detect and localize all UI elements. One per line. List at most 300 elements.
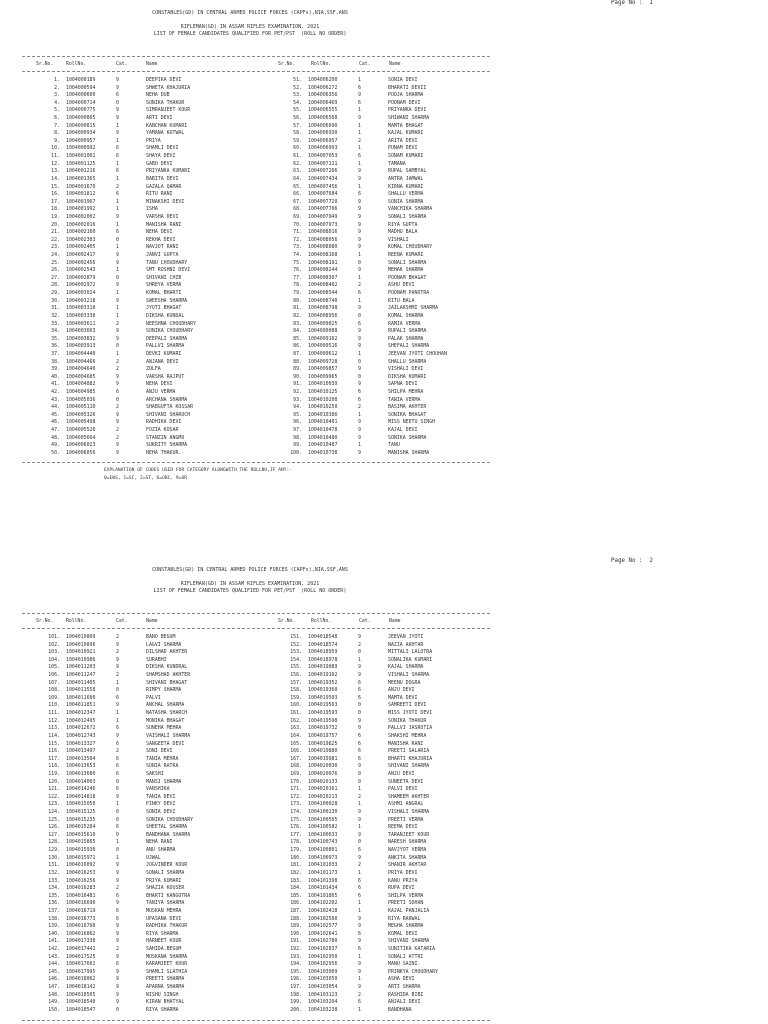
category-code: 1: [116, 312, 119, 319]
roll-number: 1004014003: [66, 778, 96, 785]
serial-number: 63.: [293, 168, 302, 175]
category-code: 9: [116, 732, 119, 739]
serial-number: 135.: [48, 892, 60, 899]
category-code: 6: [116, 168, 119, 175]
category-code: 9: [358, 984, 361, 991]
candidate-name: SONIKA CHOUDHARY: [146, 328, 194, 335]
candidate-name: MAMTA BHAGAT: [388, 122, 424, 129]
serial-number: 57.: [293, 122, 302, 129]
candidate-name: MONIKA BHAGAT: [146, 717, 185, 724]
candidate-name: PRIYANKA DEVI: [388, 107, 427, 114]
candidate-name: KANU PRIYA: [388, 877, 418, 884]
candidate-name: MEHAK SHARMA: [388, 267, 424, 274]
serial-number: 134.: [48, 885, 60, 892]
candidate-name: DEVKI KUMARI: [146, 350, 182, 357]
serial-number: 76.: [293, 267, 302, 274]
candidate-name: SONIA DEVI: [388, 77, 418, 83]
serial-number: 46.: [51, 419, 60, 426]
category-code: 9: [116, 656, 119, 663]
column-header-rollno: RollNo.: [66, 62, 87, 67]
category-code: 2: [116, 427, 119, 434]
serial-number: 59.: [293, 137, 302, 144]
category-code: 9: [116, 877, 119, 884]
candidate-name: NEHA DUB: [146, 92, 170, 99]
category-code: 6: [358, 99, 361, 106]
serial-number: 154.: [290, 656, 302, 663]
roll-number: 1004017525: [66, 953, 96, 960]
divider: [22, 1020, 490, 1021]
roll-number: 1004017441: [66, 945, 96, 952]
roll-number: 1004018978: [308, 656, 338, 663]
roll-number: 1004017995: [66, 968, 96, 975]
column-header-name: Name: [146, 619, 158, 624]
serial-number: 22.: [51, 236, 60, 243]
roll-number: 1004001812: [66, 191, 96, 198]
candidate-name: SUNEHA MEHRA: [146, 725, 182, 732]
candidate-name: POONAM PANOTRA: [388, 290, 430, 297]
candidate-name: RIYA SHARMA: [146, 930, 179, 937]
candidate-name: PALLVI SHARMA: [146, 343, 185, 350]
candidate-name: SONIKA BHAGAT: [388, 411, 427, 418]
roll-number: 1004012347: [66, 710, 96, 717]
roll-number: 1004003913: [66, 343, 96, 350]
serial-number: 142.: [48, 945, 60, 952]
serial-number: 33.: [51, 320, 60, 327]
serial-number: 98.: [293, 434, 302, 441]
category-code: 1: [358, 122, 361, 129]
category-code: 9: [116, 115, 119, 122]
roll-number: 1004016092: [66, 862, 96, 869]
roll-number: 1004019593: [308, 710, 338, 717]
serial-number: 188.: [290, 915, 302, 922]
roll-number: 1004019503: [308, 694, 338, 701]
candidate-name: ARCHANA SHARMA: [146, 396, 188, 403]
category-code: 1: [358, 77, 361, 83]
category-code: 9: [358, 244, 361, 251]
column-header-category: Cat.: [116, 62, 128, 67]
roll-number: 1004101033: [308, 862, 338, 869]
serial-number: 173.: [290, 801, 302, 808]
serial-number: 83.: [293, 320, 302, 327]
category-code: 6: [358, 694, 361, 701]
serial-number: 60.: [293, 145, 302, 152]
candidate-name: PALVI: [146, 694, 161, 701]
roll-number: 1004008244: [308, 267, 338, 274]
serial-number: 194.: [290, 961, 302, 968]
category-code: 9: [358, 175, 361, 182]
roll-number: 1004007973: [308, 221, 338, 228]
candidate-name: BABITA DEVI: [146, 175, 179, 182]
roll-number: 1004014246: [66, 786, 96, 793]
roll-number: 1004015125: [66, 809, 96, 816]
category-code: 9: [116, 411, 119, 418]
roll-number: 1004102641: [308, 930, 338, 937]
category-code: 9: [116, 702, 119, 709]
candidate-name: TARANJEET KOUR: [388, 831, 430, 838]
serial-number: 64.: [293, 175, 302, 182]
category-code: 9: [358, 968, 361, 975]
roll-number: 1004019757: [308, 732, 338, 739]
candidate-name: VANSHIKA: [146, 786, 170, 793]
category-code: 9: [116, 259, 119, 266]
header-line-3: LIST OF FEMALE CANDIDATES QUALIFIED FOR PET/PST (ROLL NO ORDER): [153, 31, 347, 37]
category-code: 9: [116, 930, 119, 937]
serial-number: 165.: [290, 740, 302, 747]
serial-number: 164.: [290, 732, 302, 739]
category-code: 1: [116, 350, 119, 357]
candidate-name: TANIYA SHARMA: [146, 900, 185, 907]
serial-number: 137.: [48, 907, 60, 914]
category-code: 9: [116, 282, 119, 289]
roll-number: 1004017602: [66, 961, 96, 968]
serial-number: 97.: [293, 427, 302, 434]
roll-number: 1004020161: [308, 786, 338, 793]
candidate-name: MUSKAN MEHRA: [146, 907, 182, 914]
roll-number: 1004007766: [308, 206, 338, 213]
candidate-name: KAJAL KUMARI: [388, 130, 424, 137]
serial-number: 139.: [48, 923, 60, 930]
candidate-name: ISHA: [146, 206, 158, 213]
serial-number: 195.: [290, 968, 302, 975]
category-code: 1: [358, 1006, 361, 1013]
serial-number: 180.: [290, 854, 302, 861]
serial-number: 153.: [290, 649, 302, 656]
roll-number: 1004010125: [308, 388, 338, 395]
candidate-name: SONALIKA KUMARI: [388, 656, 433, 663]
serial-number: 7.: [54, 122, 60, 129]
roll-number: 1004013680: [66, 770, 96, 777]
roll-number: 1004008191: [308, 259, 338, 266]
serial-number: 158.: [290, 687, 302, 694]
roll-number: 1004000600: [66, 92, 96, 99]
divider: [22, 628, 490, 629]
category-code: 2: [358, 404, 361, 411]
roll-number: 1004102956: [308, 961, 338, 968]
candidate-name: VAISHALI SHARMA: [146, 732, 191, 739]
candidate-name: SHAZIA KOUSER: [146, 885, 185, 892]
category-code: 9: [358, 343, 361, 350]
candidate-name: SONALI SHARMA: [388, 259, 427, 266]
roll-number: 1004019563: [308, 702, 338, 709]
serial-number: 96.: [293, 419, 302, 426]
category-code: 9: [358, 168, 361, 175]
roll-number: 1004100565: [308, 816, 338, 823]
candidate-name: RAMIA VERMA: [388, 320, 421, 327]
candidate-name: MAMTA DEVI: [388, 694, 418, 701]
serial-number: 140.: [48, 930, 60, 937]
roll-number: 1004002160: [66, 229, 96, 236]
roll-number: 1004000714: [66, 99, 96, 106]
roll-number: 1004005664: [66, 434, 96, 441]
candidate-name: ANKITA SHARMA: [388, 854, 427, 861]
roll-number: 1004006555: [308, 107, 338, 114]
category-code: 9: [116, 107, 119, 114]
roll-number: 1004016256: [66, 877, 96, 884]
candidate-name: RUPA DEVI: [388, 885, 415, 892]
candidate-name: MANSI SHARMA: [146, 778, 182, 785]
roll-number: 1004006056: [66, 449, 96, 456]
roll-number: 1004003024: [66, 290, 96, 297]
roll-number: 1004103204: [308, 999, 338, 1006]
category-code: 2: [116, 945, 119, 952]
candidate-name: SHALLU VERMA: [388, 191, 424, 198]
candidate-name: SHALLU SHARMA: [388, 358, 427, 365]
category-code: 2: [116, 649, 119, 656]
serial-number: 145.: [48, 968, 60, 975]
column-header-rollno: RollNo.: [311, 62, 332, 67]
roll-number: 1004015284: [66, 824, 96, 831]
candidate-name: ANCHAL SHARMA: [146, 702, 185, 709]
category-code: 0: [116, 809, 119, 816]
candidate-name: JYOTI BHAGAT: [146, 305, 182, 312]
candidate-name: MADHU BALA: [388, 229, 418, 236]
category-code: 6: [358, 191, 361, 198]
serial-number: 84.: [293, 328, 302, 335]
serial-number: 8.: [54, 130, 60, 137]
category-code: 1: [358, 786, 361, 793]
serial-number: 184.: [290, 885, 302, 892]
candidate-name: MEENU DOGRA: [388, 679, 421, 686]
roll-number: 1004000992: [66, 145, 96, 152]
candidate-name: VISHALI SHARMA: [388, 672, 430, 679]
category-code: 6: [358, 892, 361, 899]
candidate-name: SONIKA SHARMA: [388, 434, 427, 441]
category-code: 9: [358, 305, 361, 312]
serial-number: 32.: [51, 312, 60, 319]
category-code: 0: [358, 839, 361, 846]
candidate-name: YAMANA KOTWAL: [146, 130, 185, 137]
roll-number: 1004003318: [66, 305, 96, 312]
serial-number: 35.: [51, 335, 60, 342]
roll-number: 1004016798: [66, 923, 96, 930]
roll-number: 1004102202: [308, 900, 338, 907]
serial-number: 132.: [48, 869, 60, 876]
serial-number: 34.: [51, 328, 60, 335]
category-code: 9: [116, 862, 119, 869]
candidate-name: SHIVANI CHIB: [146, 274, 182, 281]
category-code: 0: [116, 274, 119, 281]
candidate-name: RASHIDA BIBI: [388, 991, 424, 998]
roll-number: 1004009162: [308, 335, 338, 342]
category-code: 1: [116, 679, 119, 686]
roll-number: 1004017338: [66, 938, 96, 945]
serial-number: 119.: [48, 770, 60, 777]
column-header-category: Cat.: [359, 619, 371, 624]
serial-number: 141.: [48, 938, 60, 945]
candidate-name: LAGVI SHARMA: [146, 641, 182, 648]
category-code: 0: [358, 373, 361, 380]
serial-number: 47.: [51, 427, 60, 434]
category-code: 2: [116, 320, 119, 327]
serial-number: 127.: [48, 831, 60, 838]
category-code: 2: [358, 862, 361, 869]
serial-number: 28.: [51, 282, 60, 289]
candidate-name: JANVI GUPTA: [146, 252, 179, 259]
category-code: 0: [358, 312, 361, 319]
roll-number: 1004006023: [66, 442, 96, 449]
serial-number: 112.: [48, 717, 60, 724]
serial-number: 71.: [293, 229, 302, 236]
serial-number: 55.: [293, 107, 302, 114]
candidate-name: TANIA VERMA: [388, 396, 421, 403]
roll-number: 1004007949: [308, 213, 338, 220]
category-code: 6: [358, 748, 361, 755]
serial-number: 53.: [293, 92, 302, 99]
category-code: 6: [358, 84, 361, 91]
category-code: 1: [116, 854, 119, 861]
category-code: 1: [358, 656, 361, 663]
serial-number: 1.: [54, 77, 60, 83]
category-code: 2: [358, 282, 361, 289]
roll-number: 1004015971: [66, 854, 96, 861]
category-code: 9: [358, 717, 361, 724]
serial-number: 17.: [51, 198, 60, 205]
candidate-name: REEMA DEVI: [388, 824, 418, 831]
candidate-name: GAZALA QAMAR: [146, 183, 182, 190]
category-code: 6: [116, 770, 119, 777]
roll-number: 1004007434: [308, 175, 338, 182]
category-code: 1: [116, 198, 119, 205]
serial-number: 109.: [48, 694, 60, 701]
category-code: 9: [116, 373, 119, 380]
category-code: 6: [358, 290, 361, 297]
serial-number: 146.: [48, 976, 60, 983]
candidate-name: ANJALI DEVI: [388, 999, 421, 1006]
serial-number: 161.: [290, 710, 302, 717]
roll-number: 1004002016: [66, 221, 96, 228]
serial-number: 94.: [293, 404, 302, 411]
roll-number: 1004018142: [66, 984, 96, 991]
category-code: 6: [358, 847, 361, 854]
roll-number: 1004011680: [66, 694, 96, 701]
serial-number: 169.: [290, 770, 302, 777]
column-header-category: Cat.: [359, 62, 371, 67]
candidate-name: DIKSHA KUNDAL: [146, 312, 185, 319]
roll-number: 1004015930: [66, 847, 96, 854]
roll-number: 1004018547: [66, 1006, 96, 1013]
roll-number: 1004015235: [66, 816, 96, 823]
serial-number: 162.: [290, 717, 302, 724]
category-code: 6: [116, 92, 119, 99]
category-code: 1: [116, 244, 119, 251]
roll-number: 1004010039: [308, 381, 338, 388]
category-code: 0: [358, 770, 361, 777]
roll-number: 1004001967: [66, 198, 96, 205]
candidate-name: PRIYANKA KUMARI: [146, 168, 191, 175]
candidate-name: SHILPA VERMA: [388, 892, 424, 899]
candidate-name: JOGVINDER KOUR: [146, 862, 188, 869]
roll-number: 1004010480: [308, 434, 338, 441]
roll-number: 1004003611: [66, 320, 96, 327]
candidate-name: MISS JYOTI DEVI: [388, 710, 433, 717]
candidate-name: MANISHA RANI: [388, 740, 424, 747]
roll-number: 1004102950: [308, 953, 338, 960]
candidate-name: MANISHA SHARMA: [388, 449, 430, 456]
candidate-name: RADHIKA DEVI: [146, 419, 182, 426]
serial-number: 87.: [293, 350, 302, 357]
serial-number: 123.: [48, 801, 60, 808]
roll-number: 1004019089: [308, 664, 338, 671]
serial-number: 77.: [293, 274, 302, 281]
category-code: 6: [358, 877, 361, 884]
category-code: 9: [116, 900, 119, 907]
candidate-name: KOMAL CHOUDHARY: [388, 244, 433, 251]
roll-number: 1004012672: [66, 725, 96, 732]
roll-number: 1004013327: [66, 740, 96, 747]
category-code: 0: [358, 710, 361, 717]
serial-number: 113.: [48, 725, 60, 732]
roll-number: 1004000594: [66, 84, 96, 91]
serial-number: 176.: [290, 824, 302, 831]
serial-number: 193.: [290, 953, 302, 960]
candidate-name: SHANIR AKHTAR: [388, 862, 427, 869]
roll-number: 1004007720: [308, 198, 338, 205]
roll-number: 1004019360: [308, 687, 338, 694]
category-code: 6: [116, 763, 119, 770]
serial-number: 65.: [293, 183, 302, 190]
candidate-name: SONIA DEVI: [146, 809, 176, 816]
roll-number: 1004009857: [308, 366, 338, 373]
serial-number: 21.: [51, 229, 60, 236]
roll-number: 1004000815: [66, 122, 96, 129]
roll-number: 1004016773: [66, 915, 96, 922]
serial-number: 91.: [293, 381, 302, 388]
category-code: 1: [116, 122, 119, 129]
category-code: 6: [358, 930, 361, 937]
candidate-name: MEGHA SHARMA: [388, 923, 424, 930]
roll-number: 1004103050: [308, 976, 338, 983]
candidate-name: PALLVI JASROTIA: [388, 725, 433, 732]
candidate-name: NEHA DEVI: [146, 229, 173, 236]
roll-number: 1004010809: [66, 634, 96, 640]
roll-number: 1004010401: [308, 419, 338, 426]
roll-number: 1004001002: [66, 153, 96, 160]
roll-number: 1004007053: [308, 153, 338, 160]
category-code: 0: [358, 778, 361, 785]
roll-number: 1004018505: [66, 991, 96, 998]
candidate-name: RITU RANI: [146, 191, 173, 198]
candidate-name: ANJU VERMA: [146, 388, 176, 395]
serial-number: 115.: [48, 740, 60, 747]
roll-number: 1004002972: [66, 282, 96, 289]
category-code: 2: [116, 366, 119, 373]
serial-number: 171.: [290, 786, 302, 793]
serial-number: 40.: [51, 373, 60, 380]
candidate-name: PALAK SHARMA: [388, 335, 424, 342]
candidate-name: SHAMEEM AKHTER: [388, 793, 430, 800]
serial-number: 39.: [51, 366, 60, 373]
roll-number: 1004101398: [308, 877, 338, 884]
candidate-name: MISS NEETU SINGH: [388, 419, 436, 426]
roll-number: 1004019880: [308, 748, 338, 755]
serial-number: 116.: [48, 748, 60, 755]
serial-number: 196.: [290, 976, 302, 983]
serial-number: 131.: [48, 862, 60, 869]
roll-number: 1004003832: [66, 335, 96, 342]
candidate-name: PREETI SALARIA: [388, 748, 430, 755]
serial-number: 3.: [54, 92, 60, 99]
serial-number: 117.: [48, 755, 60, 762]
serial-number: 138.: [48, 915, 60, 922]
serial-number: 152.: [290, 641, 302, 648]
roll-number: 1004018959: [308, 649, 338, 656]
category-code: 1: [358, 107, 361, 114]
category-code: 6: [358, 755, 361, 762]
serial-number: 25.: [51, 259, 60, 266]
candidate-name: SHEETAL SHARMA: [146, 824, 188, 831]
roll-number: 1004018062: [66, 976, 96, 983]
roll-number: 1004004685: [66, 373, 96, 380]
